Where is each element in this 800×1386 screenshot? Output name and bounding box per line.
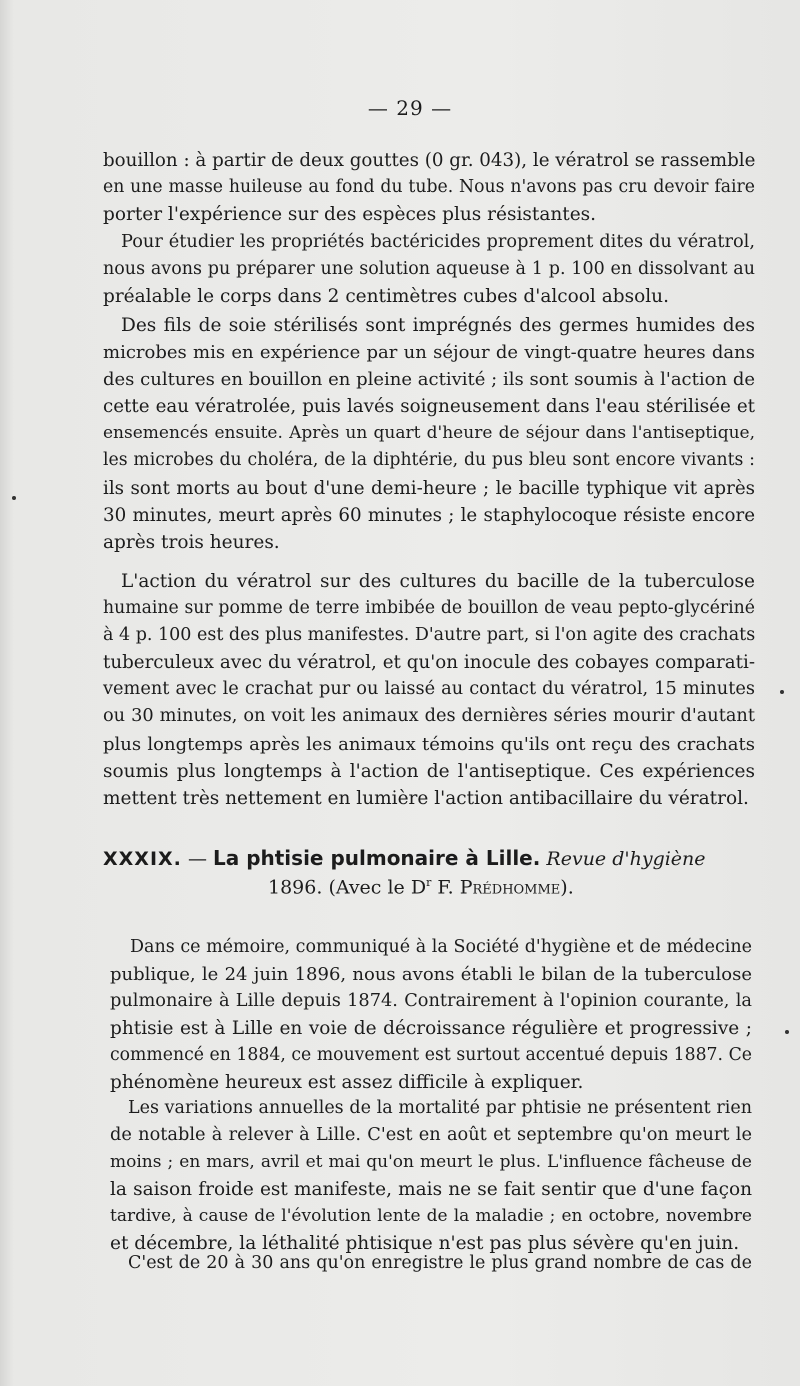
text-line: bouillon : à partir de deux gouttes (0 gr. 043), le vératrol se rassemble bbox=[103, 150, 756, 171]
text-line: mettent très nettement en lumière l'action antibacillaire du vératrol. bbox=[103, 787, 749, 809]
collaborator-prefix: (Avec le D bbox=[328, 876, 427, 899]
text-line: en une masse huileuse au fond du tube. Nous n'avons pas cru devoir faire bbox=[103, 177, 755, 198]
text-line: moins ; en mars, avril et mai qu'on meurt le plus. L'influence fâcheuse de bbox=[110, 1152, 752, 1173]
text-line: après trois heures. bbox=[103, 531, 280, 553]
collaborator-title-sup: r bbox=[426, 876, 432, 889]
text-line: pulmonaire à Lille depuis 1874. Contrairement à l'opinion courante, la bbox=[110, 991, 752, 1012]
text-line: Des fils de soie stérilisés sont imprégnés des germes humides des bbox=[121, 315, 755, 336]
heading-line bbox=[268, 876, 755, 898]
text-line: microbes mis en expérience par un séjour de vingt-quatre heures dans bbox=[103, 342, 755, 364]
text-line: phtisie est à Lille en voie de décroissance régulière et progressive ; bbox=[110, 1018, 752, 1040]
margin-dot bbox=[12, 496, 16, 500]
heading-dash: — bbox=[187, 848, 207, 870]
text-line: de notable à relever à Lille. C'est en août et septembre qu'on meurt le bbox=[110, 1125, 752, 1146]
text-line: phénomène heureux est assez difficile à expliquer. bbox=[110, 1072, 584, 1094]
text-line: nous avons pu préparer une solution aqueuse à 1 p. 100 en dissolvant au bbox=[103, 259, 755, 280]
text-line: ou 30 minutes, on voit les animaux des dernières séries mourir d'autant bbox=[103, 706, 755, 727]
page-number: — 29 — bbox=[367, 96, 453, 120]
text-line: ensemencés ensuite. Après un quart d'heure de séjour dans l'antiseptique, bbox=[103, 423, 755, 444]
text-line: cette eau vératrolée, puis lavés soigneusement dans l'eau stérilisée et bbox=[103, 396, 755, 418]
text-line: porter l'expérience sur des espèces plus résistantes. bbox=[103, 204, 597, 226]
margin-dot bbox=[780, 690, 784, 694]
text-line: ils sont morts au bout d'une demi-heure ; le bacille typhique vit après bbox=[103, 477, 755, 499]
paragraph-age-distribution bbox=[110, 1250, 752, 1277]
text-line: préalable le corps dans 2 centimètres cubes d'alcool absolu. bbox=[103, 286, 669, 308]
text-line: la saison froide est manifeste, mais ne se fait sentir que d'une façon bbox=[110, 1179, 752, 1201]
text-line: Les variations annuelles de la mortalité par phtisie ne présentent rien bbox=[128, 1098, 752, 1118]
paragraph-tuberculosis-cultures bbox=[103, 568, 755, 812]
text-line: à 4 p. 100 est des plus manifestes. D'autre part, si l'on agite des crachats bbox=[103, 625, 756, 646]
collaborator-name: Prédhomme bbox=[459, 876, 561, 899]
paragraph-annual-variations bbox=[110, 1095, 752, 1258]
text-line: plus longtemps après les animaux témoins qu'ils ont reçu des crachats bbox=[103, 733, 755, 755]
text-line: des cultures en bouillon en pleine activité ; ils sont soumis à l'action de bbox=[103, 369, 755, 391]
text-line: C'est de 20 à 30 ans qu'on enregistre le plus grand nombre de cas de bbox=[128, 1253, 752, 1273]
section-title: La phtisie pulmonaire à Lille. bbox=[212, 846, 541, 870]
text-line: 30 minutes, meurt après 60 minutes ; le staphylocoque résiste encore bbox=[103, 504, 755, 526]
section-heading bbox=[103, 846, 755, 898]
collaborator-initial: F. bbox=[437, 876, 454, 899]
margin-dot bbox=[785, 1030, 789, 1034]
paragraph-silk-threads bbox=[103, 312, 755, 556]
text-line: Pour étudier les propriétés bactéricides proprement dites du vératrol, bbox=[121, 232, 755, 252]
collaborator-suffix: ). bbox=[560, 876, 574, 899]
heading-line bbox=[103, 846, 755, 870]
publication-year: 1896. bbox=[268, 876, 323, 899]
journal-name: Revue d'hygiène bbox=[546, 848, 706, 870]
paragraph-bactericidal-properties bbox=[103, 229, 755, 310]
text-line: soumis plus longtemps à l'action de l'antiseptique. Ces expériences bbox=[103, 760, 755, 782]
section-number: XXXIX. bbox=[103, 848, 182, 870]
paragraph-memoir-summary bbox=[110, 934, 752, 1097]
text-line: et décembre, la léthalité phtisique n'est pas plus sévère qu'en juin. bbox=[110, 1233, 740, 1255]
text-line: tuberculeux avec du vératrol, et qu'on inocule des cobayes comparati- bbox=[103, 652, 755, 674]
text-line: vement avec le crachat pur ou laissé au contact du vératrol, 15 minutes bbox=[103, 679, 755, 700]
text-line: L'action du vératrol sur des cultures du bacille de la tuberculose bbox=[121, 571, 755, 592]
text-line: tardive, à cause de l'évolution lente de la maladie ; en octobre, novembre bbox=[110, 1206, 752, 1227]
text-line: les microbes du choléra, de la diphtérie, du pus bleu sont encore vivants : bbox=[103, 450, 755, 471]
text-line: Dans ce mémoire, communiqué à la Société d'hygiène et de médecine bbox=[130, 937, 752, 957]
text-line: publique, le 24 juin 1896, nous avons établi le bilan de la tuberculose bbox=[110, 964, 752, 986]
text-line: humaine sur pomme de terre imbibée de bouillon de veau pepto-glycériné bbox=[103, 598, 755, 619]
paragraph-veratrol-broth bbox=[103, 147, 755, 228]
text-line: commencé en 1884, ce mouvement est surtout accentué depuis 1887. Ce bbox=[110, 1045, 752, 1066]
